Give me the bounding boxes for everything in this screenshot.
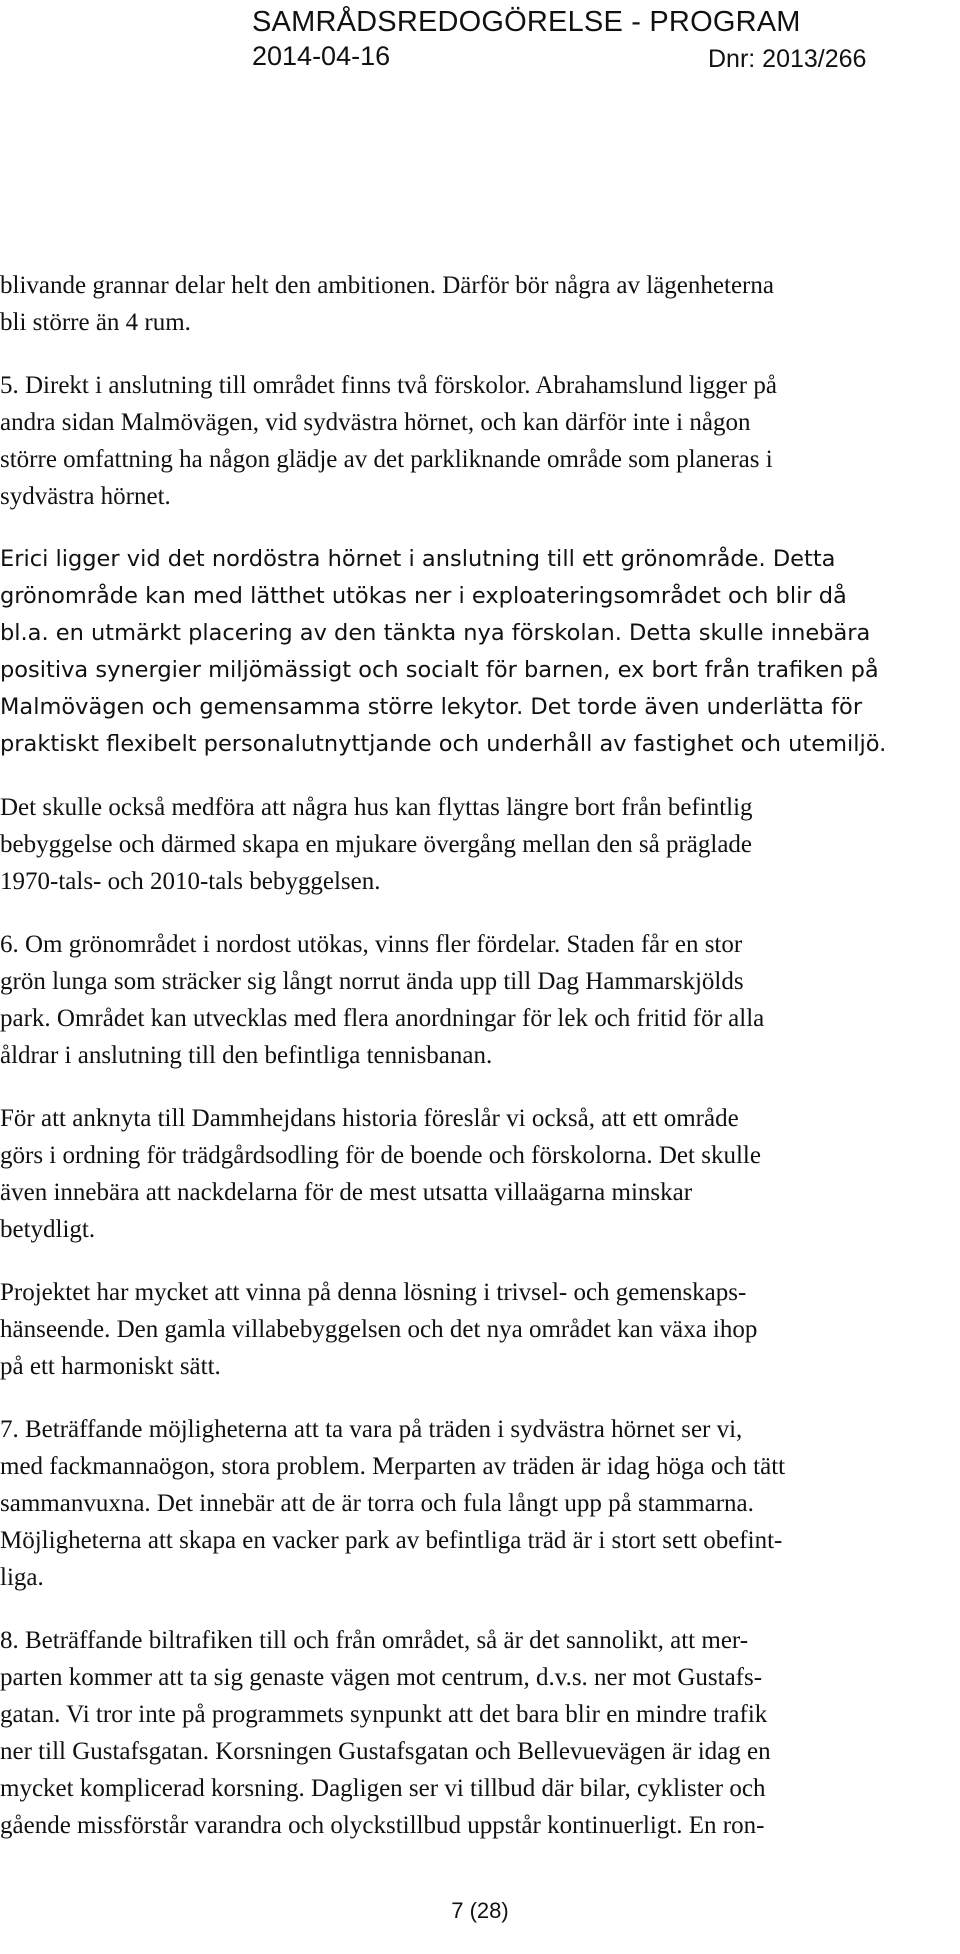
- page-header: [252, 6, 872, 74]
- header-meta-row: [252, 38, 872, 74]
- document-number: Dnr: 2013/266: [708, 45, 867, 73]
- document-date: 2014-04-16: [252, 41, 391, 71]
- paragraph: Det skulle också medföra att några hus kan flyttas längre bort från befintlig bebyggelse och därmed skapa en mjukare övergång mellan den så präglade 1970-tals- och 2010-tals bebyggelsen.: [0, 794, 753, 895]
- paragraph: 6. Om grönområdet i nordost utökas, vinns fler fördelar. Staden får en stor grön lunga som sträcker sig långt norrut ända upp till Dag Hammarskjölds park. Området kan utvecklas med flera anordningar för lek och fritid för alla åldrar i anslutning till den befintliga tennisbanan.: [0, 931, 765, 1069]
- paragraph: Projektet har mycket att vinna på denna lösning i trivsel- och gemenskaps- hänseende. Den gamla villabebyggelsen och det nya området kan växa ihop på ett harmoniskt sätt.: [0, 1279, 758, 1380]
- paragraph: 5. Direkt i anslutning till området finns två förskolor. Abrahamslund ligger på andra sidan Malmövägen, vid sydvästra hörnet, och kan därför inte i någon större omfattning ha någon glädje av det parkliknande område som planeras i sydvästra hörnet.: [0, 372, 777, 510]
- page-number: 7 (28): [451, 1898, 509, 1923]
- document-body: [0, 267, 952, 1870]
- paragraph: För att anknyta till Dammhejdans historia föreslår vi också, att ett område görs i ordning för trädgårdsodling för de boende och förskolorna. Det skulle även innebära att nackdelarna för de mest utsatta villaägarna minskar betydligt.: [0, 1105, 761, 1243]
- document-title: SAMRÅDSREDOGÖRELSE - PROGRAM: [252, 6, 801, 38]
- paragraph: Erici ligger vid det nordöstra hörnet i anslutning till ett grönområde. Detta grönområde kan med lätthet utökas ner i exploateringsområdet och blir då bl.a. en utmärkt placering av den tänkta nya förskolan. Detta skulle innebära positiva synergier miljömässigt och socialt för barnen, ex bort från trafiken på Malmövägen och gemensamma större lekytor. Det torde även underlätta för praktiskt flexibelt personalutnyttjande och underhåll av fastighet och utemiljö.: [0, 546, 887, 757]
- paragraph: 7. Beträffande möjligheterna att ta vara på träden i sydvästra hörnet ser vi, med fackmannaögon, stora problem. Merparten av träden är idag höga och tätt sammanvuxna. Det innebär att de är torra och fula långt upp på stammarna. Möjligheterna att skapa en vacker park av befintliga träd är i stort sett obefint- liga.: [0, 1416, 786, 1591]
- paragraph: blivande grannar delar helt den ambitionen. Därför bör några av lägenheterna bli större än 4 rum.: [0, 272, 774, 336]
- paragraph: 8. Beträffande biltrafiken till och från området, så är det sannolikt, att mer- parten kommer att ta sig genaste vägen mot centrum, d.v.s. ner mot Gustafs- gatan. Vi tror inte på programmets synpunkt att det bara blir en mindre trafik ner till Gustafsgatan. Korsningen Gustafsgatan och Bellevuevägen är idag en mycket komplicerad korsning. Dagligen ser vi tillbud där bilar, cyklister och gående missförstår varandra och olyckstillbud uppstår kontinuerligt. En ron-: [0, 1627, 771, 1839]
